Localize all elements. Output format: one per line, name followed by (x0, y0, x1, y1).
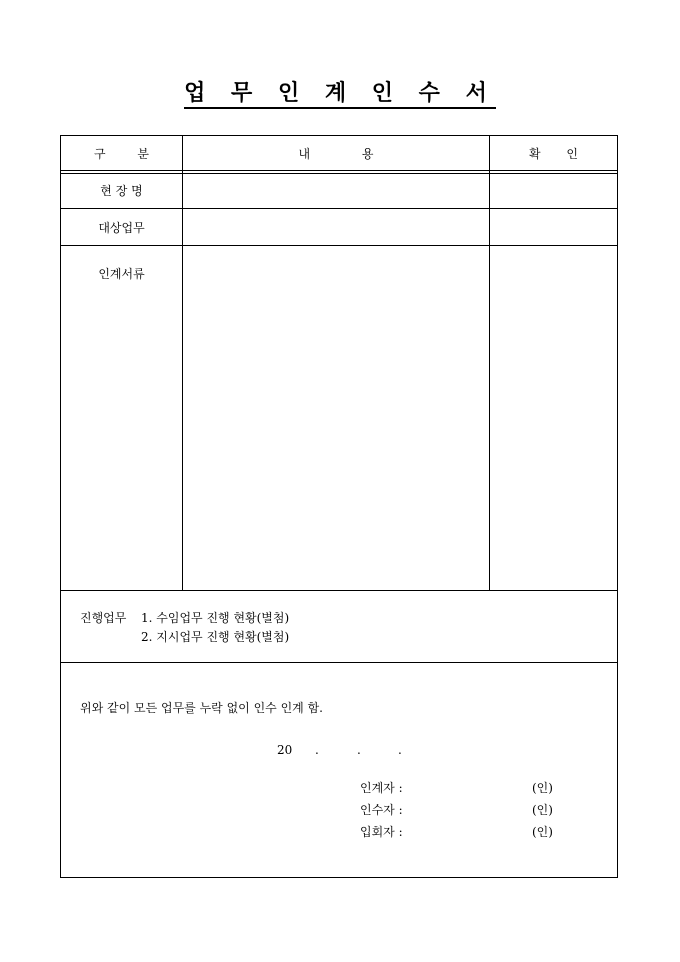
handover-statement: 위와 같이 모든 업무를 누락 없이 인수 인계 함. (80, 701, 323, 715)
row-label-target-work: 대상업무 (98, 221, 145, 235)
signature-seal-receiver: (인) (532, 803, 553, 817)
column-divider-confirm (489, 136, 490, 590)
date-separator-1: . (315, 743, 319, 757)
row-divider-docs (61, 590, 617, 591)
date-separator-2: . (357, 743, 361, 757)
signature-seal-handover: (인) (532, 781, 553, 795)
row-divider-target (61, 245, 617, 246)
signature-seal-witness: (인) (532, 825, 553, 839)
document-title-text: 업 무 인 계 인 수 서 (184, 80, 496, 109)
row-divider-site (61, 208, 617, 209)
progress-label: 진행업무 (80, 611, 127, 625)
header-confirm: 확 인 (529, 147, 578, 161)
signature-role-handover: 인계자 : (360, 781, 403, 795)
column-divider-category (182, 136, 183, 590)
document-title (0, 80, 680, 106)
header-category: 구 분 (94, 147, 163, 161)
date-separator-3: . (398, 743, 402, 757)
row-divider-progress (61, 662, 617, 663)
row-label-handover-docs: 인계서류 (98, 267, 145, 281)
row-label-site-name: 현 장 명 (100, 184, 143, 198)
progress-item-2: 2. 지시업무 진행 현황(별첨) (141, 630, 290, 644)
progress-item-1: 1. 수임업무 진행 현황(별첨) (141, 611, 290, 625)
header-content: 내 용 (298, 147, 374, 161)
signature-role-witness: 입회자 : (360, 825, 403, 839)
date-year-prefix: 20 (277, 743, 293, 757)
signature-role-receiver: 인수자 : (360, 803, 403, 817)
header-divider-bottom (61, 173, 617, 174)
handover-form-table (60, 135, 618, 878)
header-divider-top (61, 170, 617, 171)
